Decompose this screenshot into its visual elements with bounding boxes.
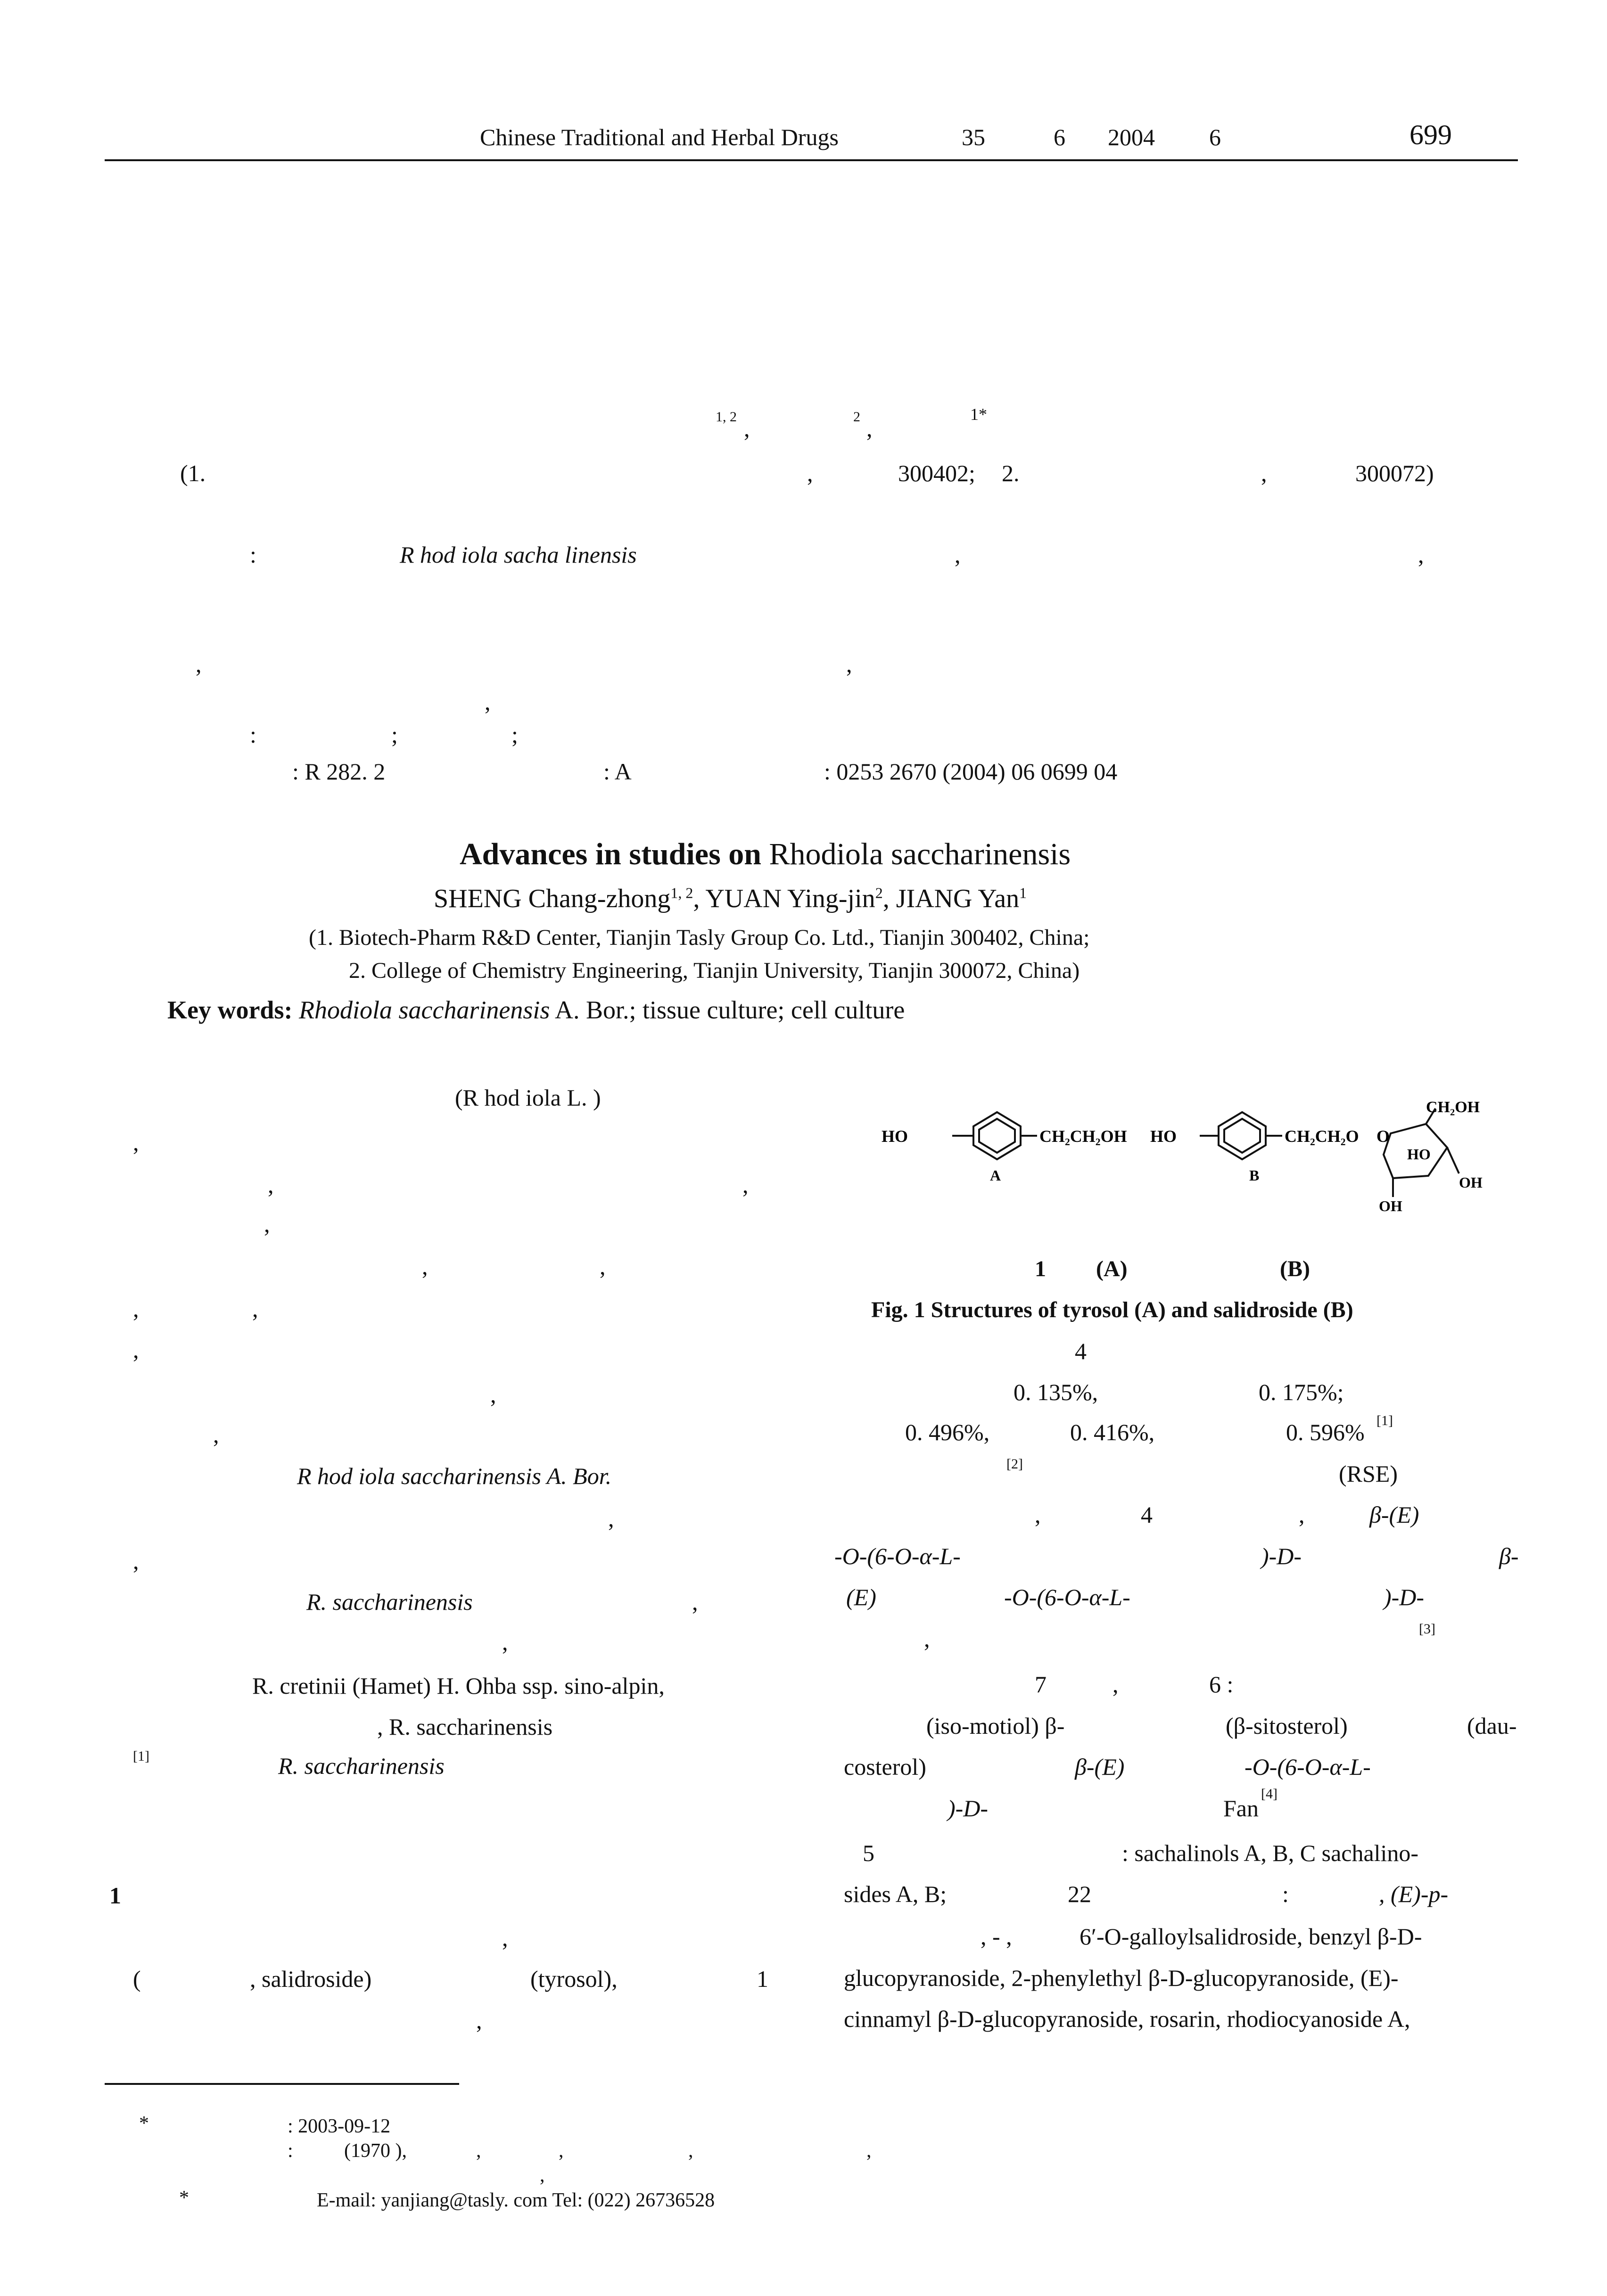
right-count-6: 6 : xyxy=(1209,1671,1234,1697)
left-punct-12: , xyxy=(608,1505,614,1532)
footnote-bio-comma-3: , xyxy=(688,2140,693,2162)
affil-cn-comma-2: , xyxy=(1261,460,1267,486)
right-ref-4: [4] xyxy=(1261,1786,1277,1802)
footnote-contact: E-mail: yanjiang@tasly. com Tel: (022) 26736528 xyxy=(317,2189,715,2211)
abstract-cn-colon: : xyxy=(250,541,256,568)
salidroside-label: B xyxy=(1249,1167,1260,1184)
glucose-ho-label: HO xyxy=(1407,1146,1431,1163)
left-salidroside: , salidroside) xyxy=(250,1966,372,1992)
english-authors xyxy=(434,884,1027,914)
header-rule xyxy=(105,159,1518,161)
keywords-cn-colon: : xyxy=(250,722,256,748)
left-figure-ref: 1 xyxy=(757,1966,768,1992)
english-title xyxy=(460,836,1071,872)
english-keywords-label: Key words: xyxy=(167,996,293,1024)
document-code: : A xyxy=(603,758,632,785)
salidroside-side-chain: CH₂CH₂O xyxy=(1285,1127,1359,1146)
footnote-bio-comma-2: , xyxy=(559,2140,564,2162)
right-glyco-6: )-D- xyxy=(948,1795,989,1821)
right-colon: : xyxy=(1282,1881,1289,1907)
clc-number: : R 282. 2 xyxy=(292,758,386,785)
tyrosol-inner-ring xyxy=(979,1119,1015,1153)
footnote-bio-year: (1970 ), xyxy=(344,2140,407,2162)
right-count-22: 22 xyxy=(1068,1881,1091,1907)
affil-cn-open: (1. xyxy=(180,460,206,486)
figure-caption-cn-a: (A) xyxy=(1096,1256,1128,1281)
right-e-isomer: (E) xyxy=(846,1584,876,1610)
left-punct-4: , xyxy=(264,1211,270,1237)
english-title-latin: Rhodiola saccharinensis xyxy=(769,837,1071,871)
english-keywords xyxy=(167,995,905,1025)
right-e-p: , (E)-p- xyxy=(1379,1881,1449,1907)
author-affil-sup-1: 1, 2 xyxy=(716,409,737,425)
tyrosol-side-chain: CH₂CH₂OH xyxy=(1039,1127,1127,1146)
issue-number: 6 xyxy=(1054,124,1065,150)
glucose-ring-oxygen: O xyxy=(1376,1127,1390,1146)
affil-cn-number-2: 2. xyxy=(1002,460,1020,486)
right-content-4: 0. 416%, xyxy=(1070,1419,1155,1445)
right-dau: (dau- xyxy=(1467,1713,1517,1739)
english-keywords-latin: Rhodiola saccharinensis xyxy=(298,996,550,1024)
english-author-1: SHENG Chang-zhong xyxy=(434,884,671,913)
left-paren: ( xyxy=(133,1966,141,1992)
glucose-oh-bond xyxy=(1447,1148,1459,1173)
left-punct-13: , xyxy=(133,1548,139,1574)
right-ref-3: [3] xyxy=(1419,1621,1435,1637)
structures-figure xyxy=(867,1098,1527,1239)
footnote-received-star: * xyxy=(139,2113,149,2134)
right-count-7: 7 xyxy=(1035,1671,1047,1697)
footnote-bio-colon: : xyxy=(288,2140,293,2162)
right-ref-1: [1] xyxy=(1376,1413,1393,1428)
journal-name: Chinese Traditional and Herbal Drugs xyxy=(480,124,839,150)
author-sep-1: , xyxy=(744,415,750,442)
english-author-2-sup: 2 xyxy=(875,884,883,902)
right-fan: Fan xyxy=(1223,1795,1259,1821)
left-punct-3: , xyxy=(742,1172,749,1198)
glucose-oh2-label: OH xyxy=(1379,1197,1402,1214)
right-content-1: 0. 135%, xyxy=(1014,1379,1098,1405)
figure-caption-en: Fig. 1 Structures of tyrosol (A) and salidroside (B) xyxy=(871,1297,1353,1322)
keywords-cn-semicolon-1: ; xyxy=(391,722,398,748)
footnote-bio-comma-5: , xyxy=(540,2165,545,2186)
left-species-3: R. cretinii (Hamet) H. Ohba ssp. sino-alpin, xyxy=(252,1673,665,1699)
publication-year: 2004 xyxy=(1108,124,1155,150)
left-punct-9: , xyxy=(133,1337,139,1363)
right-content-2: 0. 175%; xyxy=(1259,1379,1344,1405)
right-beta-2: β- xyxy=(1499,1543,1519,1569)
left-punct-15: , xyxy=(502,1629,508,1655)
left-species-2: R. saccharinensis xyxy=(306,1589,473,1615)
right-glucopyranosides: glucopyranoside, 2-phenylethyl β-D-glucopyranoside, (E)- xyxy=(844,1965,1399,1991)
right-punct-4: , xyxy=(1113,1671,1119,1697)
right-glyco-1: -O-(6-O-α-L- xyxy=(834,1543,961,1569)
right-sachalinosides: sides A, B; xyxy=(844,1881,947,1907)
left-genus: (R hod iola L. ) xyxy=(455,1084,601,1111)
left-punct-6: , xyxy=(600,1253,606,1279)
footnote-corresponding-star: * xyxy=(179,2187,189,2209)
right-content-3: 0. 496%, xyxy=(905,1419,990,1445)
right-beta-e-2: β-(E) xyxy=(1075,1754,1125,1780)
left-punct-10: , xyxy=(490,1381,496,1408)
english-affiliation-1: (1. Biotech-Pharm R&D Center, Tianjin Tasly Group Co. Ltd., Tianjin 300402, China; xyxy=(309,925,1090,950)
figure-caption-cn-b: (B) xyxy=(1280,1256,1310,1281)
english-author-2: , YUAN Ying-jin xyxy=(693,884,875,913)
figure-caption-cn-number: 1 xyxy=(1035,1256,1046,1281)
right-glyco-4: )-D- xyxy=(1384,1584,1425,1610)
left-ref-1: [1] xyxy=(133,1748,149,1764)
salidroside-inner-ring xyxy=(1224,1119,1260,1153)
right-daucosterol: costerol) xyxy=(844,1754,926,1780)
right-rosarin-line: cinnamyl β-D-glucopyranoside, rosarin, rhodiocyanoside A, xyxy=(844,2006,1410,2032)
english-author-3-sup: 1 xyxy=(1019,884,1027,902)
abstract-cn-comma-2: , xyxy=(1418,541,1424,568)
footnote-rule xyxy=(105,2083,459,2085)
abstract-cn-latin-name: R hod iola sacha linensis xyxy=(400,541,637,568)
affil-cn-postcode-1: 300402; xyxy=(898,460,975,486)
right-punct-2: , xyxy=(1299,1501,1305,1528)
right-glyco-2: )-D- xyxy=(1261,1543,1302,1569)
page-number: 699 xyxy=(1409,119,1452,150)
glucose-ch2oh-label: CH₂OH xyxy=(1426,1099,1480,1116)
left-punct-11: , xyxy=(213,1421,219,1448)
affil-cn-postcode-2: 300072) xyxy=(1355,460,1434,486)
english-author-1-sup: 1, 2 xyxy=(670,884,693,902)
article-id: : 0253 2670 (2004) 06 0699 04 xyxy=(824,758,1118,785)
footnote-received-date: : 2003-09-12 xyxy=(288,2116,391,2137)
left-species-name: R hod iola saccharinensis A. Bor. xyxy=(297,1463,612,1489)
right-count-5: 5 xyxy=(863,1840,874,1866)
abstract-cn-comma-5: , xyxy=(485,689,491,715)
footnote-bio-comma-1: , xyxy=(476,2140,481,2162)
left-tyrosol: (tyrosol), xyxy=(530,1966,618,1992)
abstract-cn-comma-3: , xyxy=(196,651,202,677)
section-1-heading: 1 xyxy=(109,1882,121,1909)
right-sachalinols: : sachalinols A, B, C sachalino- xyxy=(1122,1840,1419,1866)
author-affil-sup-3: 1* xyxy=(970,405,987,424)
left-punct-17: , xyxy=(476,2007,482,2034)
left-punct-1: , xyxy=(133,1129,139,1156)
left-punct-5: , xyxy=(422,1253,428,1279)
left-punct-16: , xyxy=(502,1925,508,1951)
right-count-4: 4 xyxy=(1075,1338,1087,1364)
right-rse: (RSE) xyxy=(1339,1460,1398,1487)
right-galloylsalidroside: 6′-O-galloylsalidroside, benzyl β-D- xyxy=(1080,1923,1422,1950)
author-affil-sup-2: 2 xyxy=(853,409,860,425)
right-beta-e: β-(E) xyxy=(1369,1501,1419,1528)
tyrosol-ho-label: HO xyxy=(882,1127,908,1146)
right-ref-2: [2] xyxy=(1006,1456,1023,1472)
glucose-oh-label: OH xyxy=(1459,1174,1483,1191)
right-punct-3: , xyxy=(924,1625,930,1652)
left-punct-8: , xyxy=(252,1296,258,1322)
tyrosol-structure xyxy=(952,1112,1037,1159)
right-count-4b: 4 xyxy=(1141,1501,1153,1528)
tyrosol-label: A xyxy=(990,1167,1001,1184)
left-punct-2: , xyxy=(268,1172,274,1198)
left-species-4: , R. saccharinensis xyxy=(377,1714,553,1740)
footnote-bio-comma-4: , xyxy=(866,2140,872,2162)
right-content-5: 0. 596% xyxy=(1286,1419,1365,1445)
right-punct-1: , xyxy=(1035,1501,1041,1528)
english-title-bold: Advances in studies on xyxy=(460,837,761,871)
publication-month: 6 xyxy=(1209,124,1221,150)
right-sitosterol: (β-sitosterol) xyxy=(1226,1713,1348,1739)
abstract-cn-comma-4: , xyxy=(846,651,852,677)
left-punct-14: , xyxy=(692,1589,698,1615)
right-punct-5: , - , xyxy=(981,1923,1012,1950)
right-isomotiol: (iso-motiol) β- xyxy=(926,1713,1065,1739)
english-author-3: , JIANG Yan xyxy=(882,884,1020,913)
author-sep-2: , xyxy=(866,415,873,442)
left-species-5: R. saccharinensis xyxy=(278,1753,445,1779)
left-punct-7: , xyxy=(133,1296,139,1322)
right-glyco-3: -O-(6-O-α-L- xyxy=(1004,1584,1130,1610)
salidroside-ho-label: HO xyxy=(1150,1127,1177,1146)
keywords-cn-semicolon-2: ; xyxy=(511,722,518,748)
affil-cn-comma-1: , xyxy=(807,460,813,486)
abstract-cn-comma-1: , xyxy=(955,541,961,568)
right-glyco-5: -O-(6-O-α-L- xyxy=(1244,1754,1371,1780)
english-affiliation-2: 2. College of Chemistry Engineering, Tianjin University, Tianjin 300072, China) xyxy=(349,958,1080,983)
english-keywords-rest: A. Bor.; tissue culture; cell culture xyxy=(554,996,905,1024)
volume-number: 35 xyxy=(962,124,985,150)
